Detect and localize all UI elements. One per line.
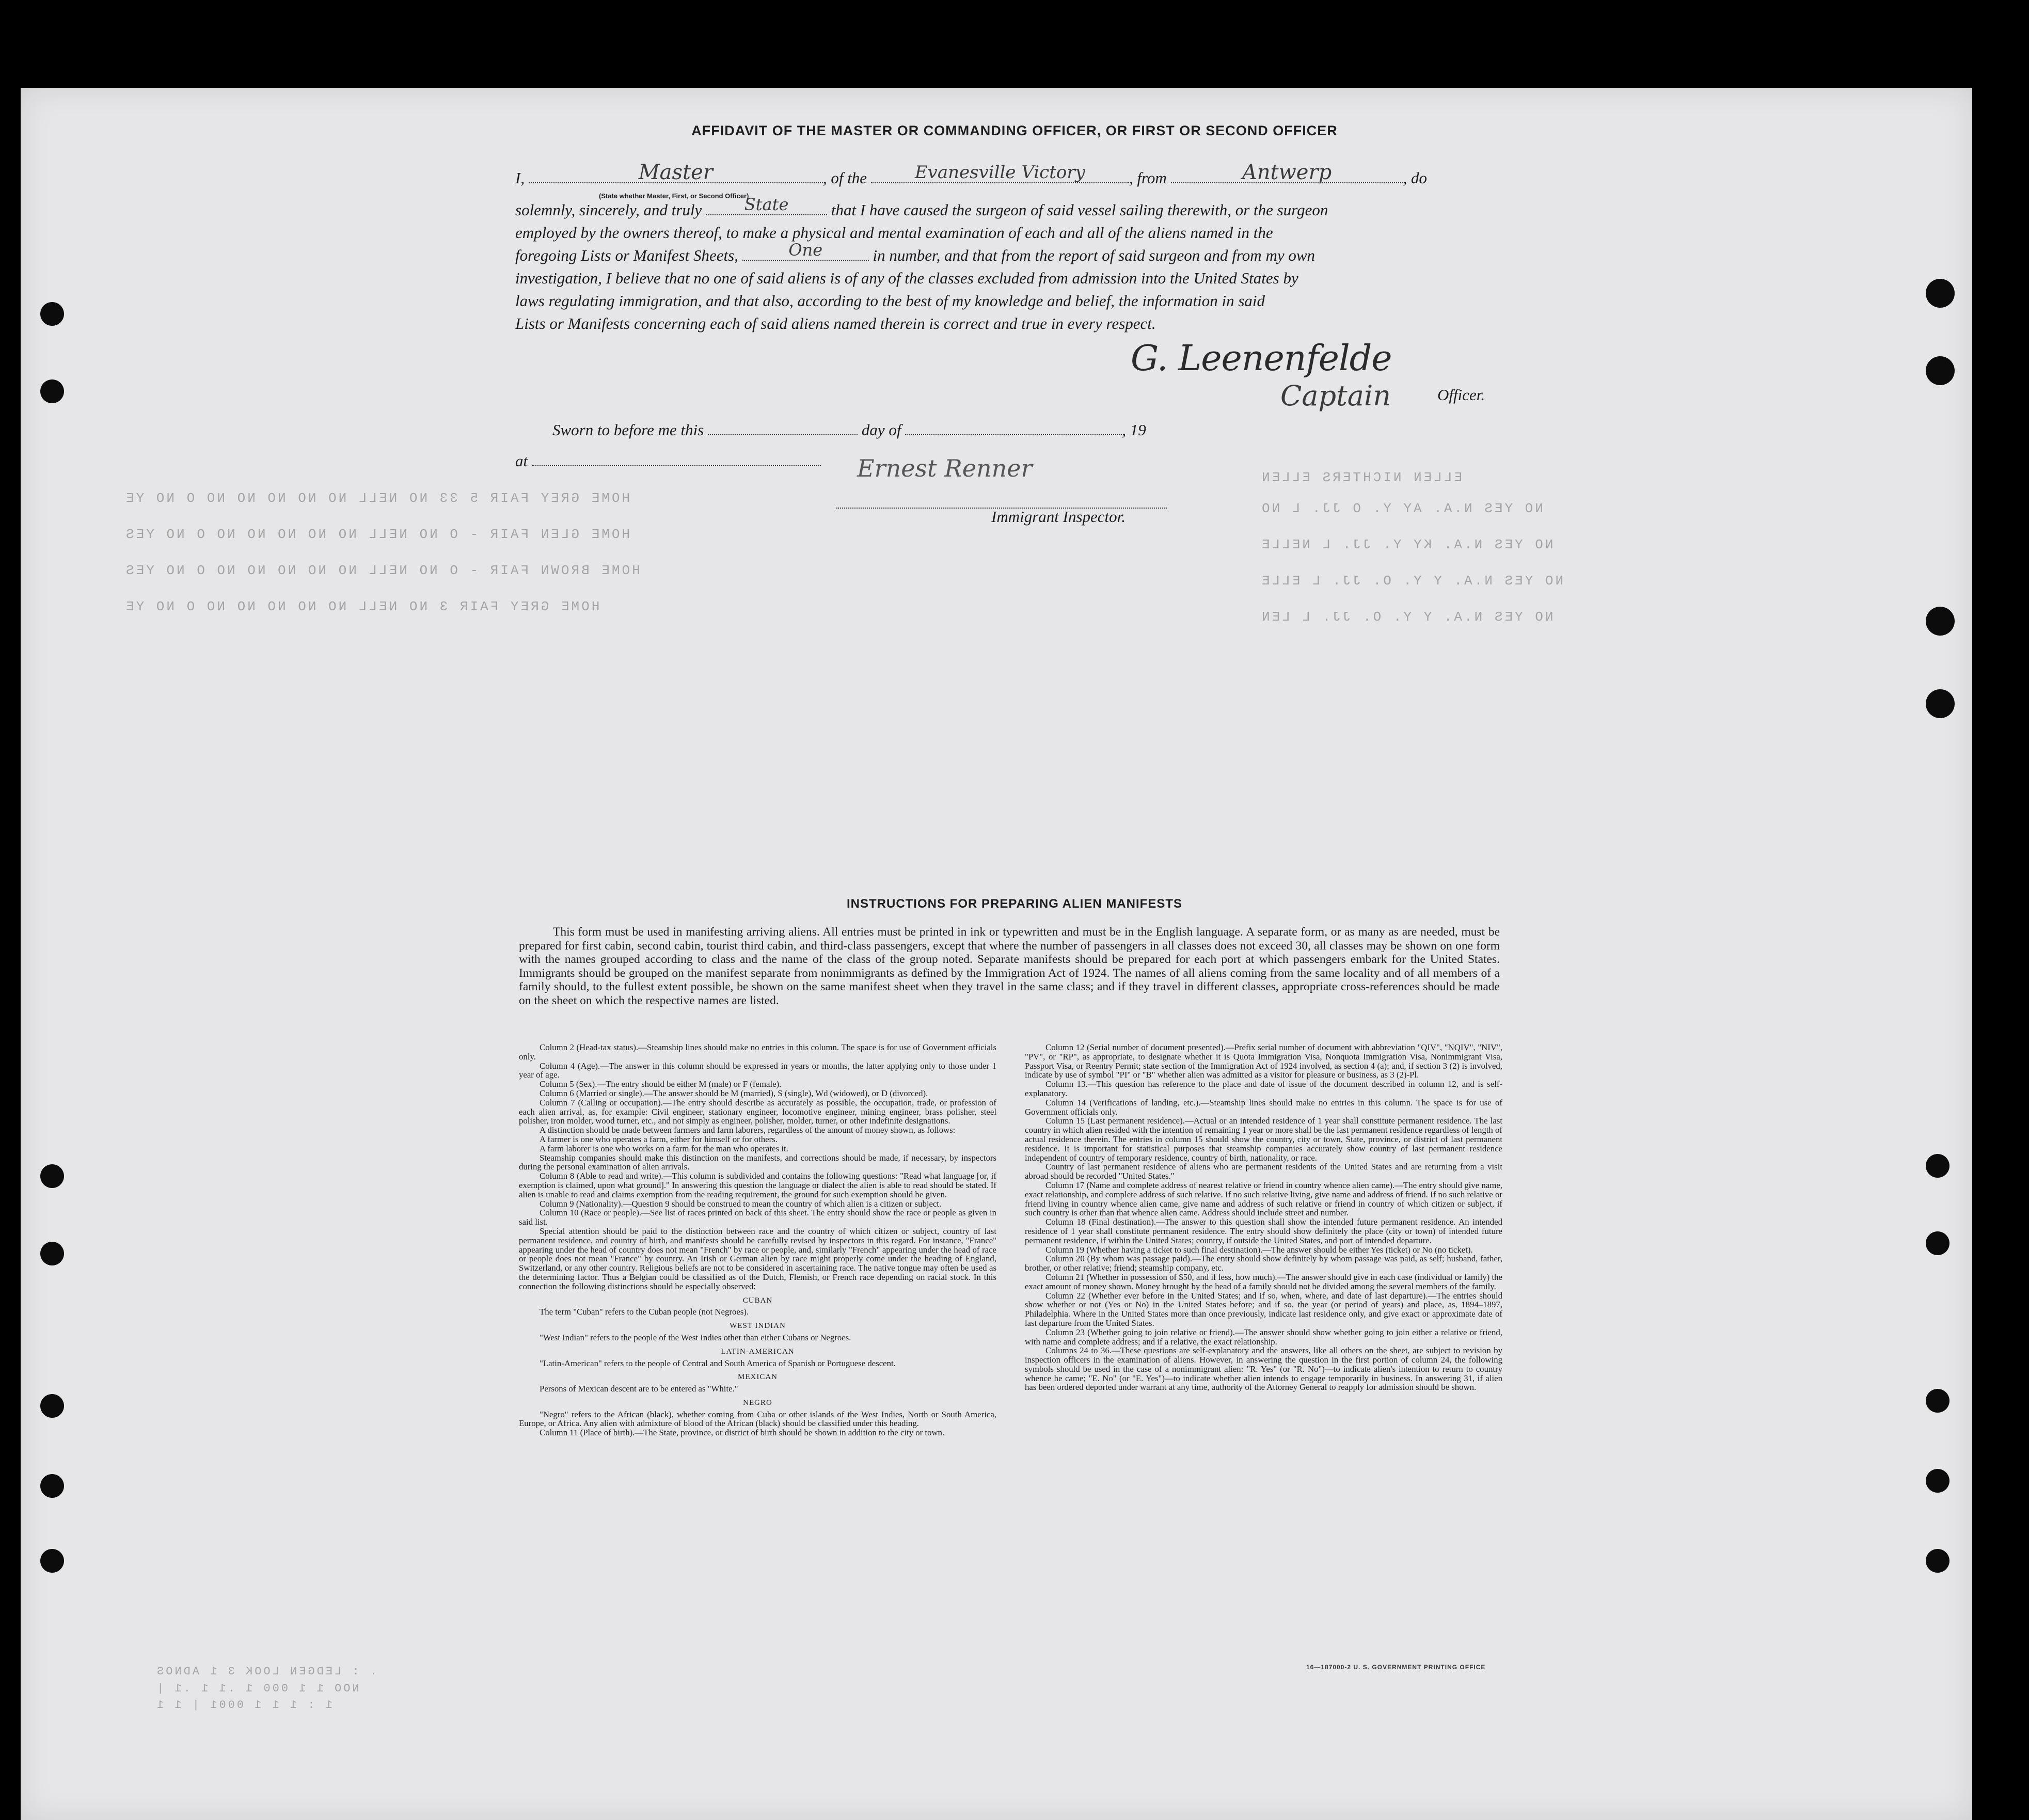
inspector-label: Immigrant Inspector. [991,508,1126,526]
instruction-paragraph: Persons of Mexican descent are to be entered as "White." [540,1384,738,1394]
port-field [1171,161,1403,184]
instruction-paragraph: Column 21 (Whether in possession of $50, and if less, how much).—The answer should give in each case (individual or family) the exact amount of money shown. Money brought by the head of a family should not be divided among the several members of the family. [1025,1272,1502,1291]
affidavit-line-6: laws regulating immigration, and that also, according to the best of my knowledge and belief, the information in said [515,292,1265,310]
ship-field [871,162,1129,183]
instruction-paragraph: Column 5 (Sex).—The entry should be either M (male) or F (female). [540,1079,782,1089]
sworn-day-field [708,421,858,435]
race-heading: MEXICAN [738,1373,778,1382]
instructions-right-column [1025,1043,1502,1392]
instruction-paragraph: Column 8 (Able to read and write).—This column is subdivided and contains the following questions: "Read what language [or, if exemption is claimed, upon what ground]." In answering this question the language or dialect the alien is able to read should be stated. If alien is unable to read and claims exemption from the reading requirement, the ground for such exemption should be given. [519,1171,996,1199]
instruction-paragraph: "Negro" refers to the African (black), whether coming from Cuba or other islands of the West Indies, North or South America, Europe, or Africa. Any alien with admixture of blood of the African (black) should be classified under this heading. [519,1409,996,1429]
binder-hole [1926,1549,1949,1573]
affidavit-text: in number, and that from the report of said surgeon and from my own [873,246,1315,264]
instruction-paragraph: Columns 24 to 36.—These questions are self-explanatory and the answers, like all others on the sheet, are subject to revision by inspection officers in the examination of aliens. However, in answering the question in the first portion of column 24, the following symbols should be used in the case of a nonimmigrant alien: "R. Yes" (or "R. No")—to indicate alien's intention to return to country whence he came; "E. No" (or "E. Yes")—to indicate whether alien intends to engage temporarily in business. In answering 31, if alien has been ordered deported under warrant at any time, authority of the Attorney General to reapply for admission should be shown. [1025,1346,1502,1392]
instruction-paragraph: "West Indian" refers to the people of the West Indies other than either Cubans or Negroes. [540,1332,851,1342]
instruction-paragraph: A distinction should be made between farmers and farm laborers, regardless of the amount of money shown, as follows: [540,1125,956,1135]
affidavit-text: at [515,452,528,470]
bleed-through-bottom: 1 : 1 1 1 0001 | 1 1 [155,1699,333,1712]
officer-label: Officer. [1437,386,1485,404]
affidavit-text: day of [861,421,901,439]
binder-hole [1926,356,1955,385]
affidavit-title: AFFIDAVIT OF THE MASTER OR COMMANDING OFFICER, OR FIRST OR SECOND OFFICER [691,123,1338,138]
race-heading: CUBAN [742,1296,773,1305]
binder-hole [40,379,64,403]
affidavit-text: I, [515,169,525,187]
instruction-paragraph: A farmer is one who operates a farm, either for himself or for others. [540,1134,778,1144]
race-heading: LATIN-AMERICAN [721,1347,795,1356]
bleed-through-bottom: . : LEDGEN LOOK 3 1 ADNOS [155,1665,377,1678]
instruction-paragraph: Column 10 (Race or people).—See list of races printed on back of this sheet. The entry should show the race or people as given in said list. [519,1208,996,1227]
printing-office-footer: 16—187000-2 U. S. GOVERNMENT PRINTING OFFICE [1306,1664,1486,1671]
instruction-paragraph: Column 13.—This question has reference to the place and date of issue of the document described in column 12, and is self-explanatory. [1025,1079,1502,1098]
binder-hole [40,1394,64,1418]
count-field [742,240,869,261]
handwritten-count: One [788,240,823,260]
bleed-through-bottom: NOO 1 1 000 1 .1 1 .1 | [155,1682,359,1695]
at-line [515,449,821,472]
affidavit-line-3: employed by the owners thereof, to make a physical and mental examination of each and all of the aliens named in the [515,224,1273,242]
instruction-paragraph: Column 4 (Age).—The answer in this column should be expressed in years or months, the latter applying only to those under 1 year of age. [519,1061,996,1080]
affidavit-line-7: Lists or Manifests concerning each of said aliens named therein is correct and true in every respect. [515,314,1156,333]
officer-signature: G. Leenenfelde [1131,338,1392,379]
instruction-paragraph: Special attention should be paid to the distinction between race and the country of which citizen or subject, country of last permanent residence, and country of birth, and manifests should be carefully revised by inspectors in this regard. For instance, "France" appearing under the head of country does not mean "French" by race or people, and, similarly "French" appearing under the head of race or people does not mean "France" by country. An Irish or German alien by race might properly come under the heading of England, Switzerland, or any other country. Religious beliefs are not to be considered in ascertaining race. The native tongue may often be used as the determining factor. Thus a Belgian could be classified as of the Dutch, Flemish, or French race depending on racial stock. In this connection the following distinctions should be especially observed: [519,1226,996,1291]
affidavit-line-4 [515,240,1315,267]
handwritten-ship: Evanesville Victory [914,162,1085,183]
binder-hole [1926,279,1955,308]
instruction-paragraph: Country of last permanent residence of aliens who are permanent residents of the United States and are returning from a visit abroad should be recorded "United States." [1025,1162,1502,1181]
instruction-paragraph: Column 11 (Place of birth).—The State, province, or district of birth should be shown in addition to the city or town. [540,1428,945,1438]
affidavit-text: , do [1403,169,1427,187]
affidavit-text: , from [1129,169,1167,187]
instruction-paragraph: Column 23 (Whether going to join relative or friend).—The answer should show whether going to join either a relative or friend, with name and complete address; and if a relative, the exact relationship. [1025,1327,1502,1347]
instruction-paragraph: Column 19 (Whether having a ticket to such final destination).—The answer should be either Yes (ticket) or No (no ticket). [1045,1244,1473,1255]
rank-field [529,161,823,184]
instruction-paragraph: Column 18 (Final destination).—The answer to this question shall show the intended future permanent residence. An intended residence of 1 year shall constitute permanent residence. The entry should show definitely the place (city or town) of intended future permanent residence, if within the United States; country, if outside the United States, and port of intended departure. [1025,1217,1502,1245]
binder-hole [40,1474,64,1498]
sworn-line [552,418,1146,441]
binder-hole [1926,607,1955,636]
rank-subnote: (State whether Master, First, or Second Officer) [599,192,749,200]
instruction-paragraph: Column 17 (Name and complete address of nearest relative or friend in country whence alien came).—The entry should give name, exact relationship, and complete address of such relative. If no such relative living, give name and address of friend. If no such relative or friend living in country whence alien came, give name and address of such relative or friend in country of which citizen or subject, if such country is other than that whence alien came. Address should include street and number. [1025,1180,1502,1218]
binder-hole [1926,1154,1949,1178]
affidavit-text: , 19 [1122,421,1146,439]
instruction-paragraph: The term "Cuban" refers to the Cuban people (not Negroes). [540,1307,749,1317]
affidavit-text: solemnly, sincerely, and truly [515,201,702,219]
instruction-paragraph: Column 6 (Married or single).—The answer should be M (married), S (single), Wd (widowed), or D (divorced). [540,1088,928,1098]
instructions-title: INSTRUCTIONS FOR PREPARING ALIEN MANIFESTS [846,897,1182,911]
affidavit-text: that I have caused the surgeon of said vessel sailing therewith, or the surgeon [831,201,1328,219]
instruction-paragraph: Steamship companies should make this distinction on the manifests, and corrections should be made, if necessary, by inspectors during the personal examination of alien arrivals. [519,1152,996,1172]
affidavit-text: Sworn to before me this [552,421,704,439]
handwritten-port: Antwerp [1242,161,1332,184]
sworn-month-field [905,421,1122,435]
at-field [532,452,821,466]
officer-title-handwritten: Captain [1280,379,1391,412]
instruction-paragraph: Column 14 (Verifications of landing, etc.).—Steamship lines should make no entries in this column. The space is for use of Government officials only. [1025,1097,1502,1117]
bleed-through-area: HOME GREY FAIR 5 33 NO NELL NO NO NO NO NO O NO YE HOME GLEN FAIR - O NO NELL NO NO NO NO NO O NO YES HOME BROWN FAIR - O NO NELL NO NO NO NO NO O NO YES HOME GREY FAIR 3 NO NELL NO NO NO NO NO O NO YE ELLEN NICHTERS ELLEN NO YES N.A. AY Y. O JJ. L NO NO YES N.A. KY Y. JJ. L NELLE NO YES N.A. Y Y. O. JJ. L ELLE NO YES N.A. Y Y. O. JJ. L LEN [124,470,1564,625]
instruction-paragraph: Column 12 (Serial number of document presented).—Prefix serial number of document with abbreviation "QIV", "NQIV", "NIV", "PV", or "RP", as appropriate, to designate whether it is Quota Immigration Visa, Nonquota Immigration Visa, Nonimmigrant Visa, Passport Visa, or Reentry Permit; state section of the Immigration Act of 1924 involved, as section 4 (a); and, if section 3 (2) is involved, indicate by use of symbol "PI" or "B" whether alien was admitted as a visitor for pleasure or business, as 3 (2)-Pl. [1025,1042,1502,1080]
handwritten-rank: Master [638,161,713,184]
handwritten-state: State [744,195,789,214]
instructions-intro: This form must be used in manifesting arriving aliens. All entries must be printed in ink or typewritten and must be in the English language. A separate form, or as many as are needed, must be prepared for first cabin, second cabin, tourist third cabin, and third-class passengers, except that where the number of passengers in all classes does not exceed 30, all classes may be shown on one form with the names grouped according to class and the name of the class of the group noted. Separate manifests should be prepared for each port at which passengers embark for the United States. Immigrants should be grouped on the manifest separate from nonimmigrants as defined by the Immigration Act of 1924. The names of all aliens coming from the same locality and of all members of a family should, to the fullest extent possible, be shown on the same manifest sheet when they travel in the same class; and if they travel in different classes, appropriate cross-references should be made on the sheet on which the respective names are listed. [519,925,1500,1007]
state-field [706,195,827,215]
affidavit-text: , of the [822,169,867,187]
binder-hole [40,302,64,326]
instruction-paragraph: Column 15 (Last permanent residence).—Actual or an intended residence of 1 year shall constitute permanent residence. The last country in which alien resided with the intention of remaining 1 year or more shall be the last permanent residence regardless of length of actual residence therein. The entries in column 15 should show the country, city or town, State, province, or district of last permanent residence. It is important for statistical purposes that steamship companies accurately show country of last permanent residence independent of country of temporary residence, country of birth, nationality, or race. [1025,1116,1502,1163]
binder-hole [1926,1231,1949,1255]
binder-hole [1926,1469,1949,1493]
inspector-signature: Ernest Renner [857,454,1033,482]
race-heading: WEST INDIAN [730,1322,786,1331]
instruction-paragraph: Column 22 (Whether ever before in the United States; and if so, when, where, and date of last departure).—The entries should show whether or not (Yes or No) in the United States before; and if so, the year (or period of years) and place, as, 1894–1897, Philadelphia. Where in the United States more than once previously, indicate last residence only, and give exact or approximate date of last departure from the United States. [1025,1290,1502,1328]
instruction-paragraph: Column 7 (Calling or occupation).—The entry should describe as accurately as possible, the occupation, trade, or profession of each alien arrival, as, for example: Civil engineer, stationary engineer, locomotive engineer, mining engineer, brass polisher, steel polisher, iron molder, wood turner, etc., and not simply as engineer, polisher, molder, turner, or other indefinite designations. [519,1097,996,1126]
affidavit-line-5: investigation, I believe that no one of said aliens is of any of the classes excluded from admission into the United States by [515,269,1298,287]
instruction-paragraph: A farm laborer is one who works on a farm for the man who operates it. [540,1143,788,1153]
instruction-paragraph: Column 20 (By whom was passage paid).—The entry should show definitely by whom passage was paid, as self; husband, father, brother, or other relative; friend; steamship company, etc. [1025,1254,1502,1273]
instruction-paragraph: Column 2 (Head-tax status).—Steamship lines should make no entries in this column. The space is for use of Government officials only. [519,1042,996,1062]
binder-hole [1926,689,1955,718]
instruction-paragraph: "Latin-American" refers to the people of Central and South America of Spanish or Portuguese descent. [540,1358,896,1368]
binder-hole [1926,1389,1949,1413]
instruction-paragraph: Column 9 (Nationality).—Question 9 should be construed to mean the country of which alien is a citizen or subject. [540,1198,942,1209]
instructions-left-column [519,1043,996,1437]
binder-hole [40,1549,64,1573]
race-heading: NEGRO [743,1398,772,1407]
binder-hole [40,1164,64,1188]
affidavit-line-1 [515,161,1427,189]
binder-hole [40,1242,64,1265]
affidavit-text: foregoing Lists or Manifest Sheets, [515,246,738,264]
